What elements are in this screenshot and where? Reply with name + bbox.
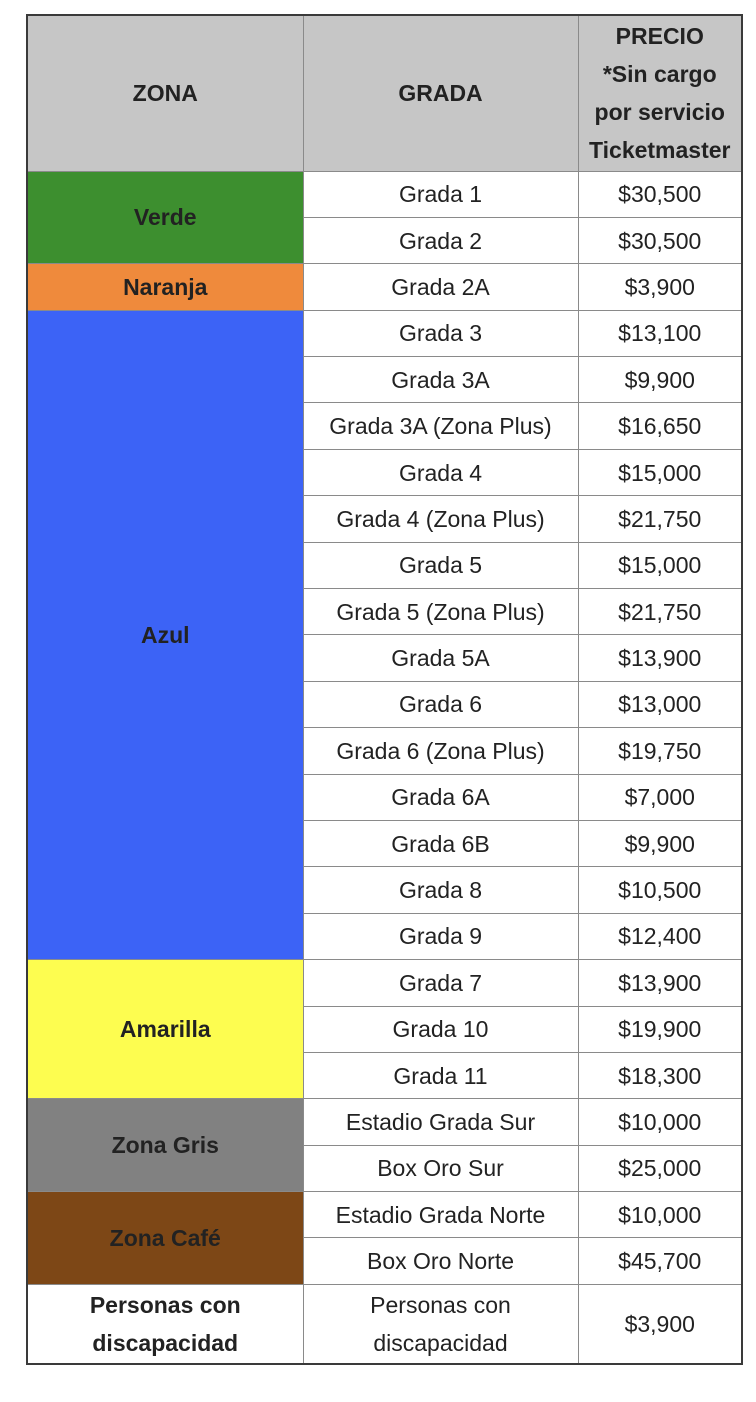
grada-cell: Grada 7 <box>303 960 578 1006</box>
grada-cell: Grada 9 <box>303 913 578 959</box>
grada-cell: Grada 8 <box>303 867 578 913</box>
grada-cell: Grada 5 <box>303 542 578 588</box>
price-cell: $13,000 <box>578 681 742 727</box>
zone-cell: Zona Café <box>27 1192 303 1285</box>
price-cell: $13,900 <box>578 635 742 681</box>
zone-cell: Naranja <box>27 264 303 310</box>
price-cell: $13,100 <box>578 310 742 356</box>
grada-cell: Grada 2 <box>303 217 578 263</box>
grada-cell: Grada 3 <box>303 310 578 356</box>
price-cell: $10,500 <box>578 867 742 913</box>
grada-cell: Grada 6 (Zona Plus) <box>303 728 578 774</box>
grada-cell: Grada 2A <box>303 264 578 310</box>
grada-cell: Grada 5 (Zona Plus) <box>303 589 578 635</box>
grada-cell: Grada 6 <box>303 681 578 727</box>
price-cell: $9,900 <box>578 820 742 866</box>
price-cell: $15,000 <box>578 542 742 588</box>
header-precio <box>578 15 742 171</box>
price-cell: $10,000 <box>578 1192 742 1238</box>
price-cell: $3,900 <box>578 264 742 310</box>
grada-cell: Estadio Grada Norte <box>303 1192 578 1238</box>
grada-cell: Grada 4 (Zona Plus) <box>303 496 578 542</box>
price-cell: $3,900 <box>578 1284 742 1364</box>
table-row <box>27 171 742 217</box>
grada-cell: Grada 4 <box>303 449 578 495</box>
table-body <box>27 171 742 1364</box>
price-cell: $21,750 <box>578 589 742 635</box>
price-cell: $45,700 <box>578 1238 742 1284</box>
table-row <box>27 1192 742 1238</box>
header-precio-line: PRECIO <box>615 23 704 50</box>
price-cell: $9,900 <box>578 357 742 403</box>
header-precio-line: Ticketmaster <box>589 137 731 164</box>
price-table <box>26 14 743 1365</box>
zone-cell: Azul <box>27 310 303 959</box>
price-cell: $25,000 <box>578 1145 742 1191</box>
grada-cell: Grada 5A <box>303 635 578 681</box>
header-precio-line: *Sin cargo <box>602 61 717 88</box>
table-row <box>27 1099 742 1145</box>
zone-cell: Verde <box>27 171 303 264</box>
price-cell: $18,300 <box>578 1052 742 1098</box>
grada-cell: Estadio Grada Sur <box>303 1099 578 1145</box>
header-row <box>27 15 742 171</box>
header-zona: ZONA <box>27 15 303 171</box>
grada-cell: Grada 11 <box>303 1052 578 1098</box>
header-precio-line: por servicio <box>594 99 725 126</box>
grada-cell: Box Oro Norte <box>303 1238 578 1284</box>
zone-cell: Personas con discapacidad <box>27 1284 303 1364</box>
grada-cell: Grada 3A <box>303 357 578 403</box>
grada-cell: Personas con discapacidad <box>303 1284 578 1364</box>
table-row <box>27 960 742 1006</box>
price-cell: $16,650 <box>578 403 742 449</box>
header-grada: GRADA <box>303 15 578 171</box>
price-cell: $10,000 <box>578 1099 742 1145</box>
zone-cell: Amarilla <box>27 960 303 1099</box>
price-cell: $13,900 <box>578 960 742 1006</box>
price-cell: $19,750 <box>578 728 742 774</box>
grada-cell: Grada 6A <box>303 774 578 820</box>
table-row <box>27 310 742 356</box>
price-cell: $7,000 <box>578 774 742 820</box>
grada-cell: Box Oro Sur <box>303 1145 578 1191</box>
price-cell: $15,000 <box>578 449 742 495</box>
table-row <box>27 1284 742 1364</box>
zone-cell: Zona Gris <box>27 1099 303 1192</box>
table-row <box>27 264 742 310</box>
grada-cell: Grada 3A (Zona Plus) <box>303 403 578 449</box>
price-cell: $19,900 <box>578 1006 742 1052</box>
price-cell: $12,400 <box>578 913 742 959</box>
price-cell: $21,750 <box>578 496 742 542</box>
grada-cell: Grada 10 <box>303 1006 578 1052</box>
grada-cell: Grada 1 <box>303 171 578 217</box>
grada-cell: Grada 6B <box>303 820 578 866</box>
price-cell: $30,500 <box>578 171 742 217</box>
price-cell: $30,500 <box>578 217 742 263</box>
